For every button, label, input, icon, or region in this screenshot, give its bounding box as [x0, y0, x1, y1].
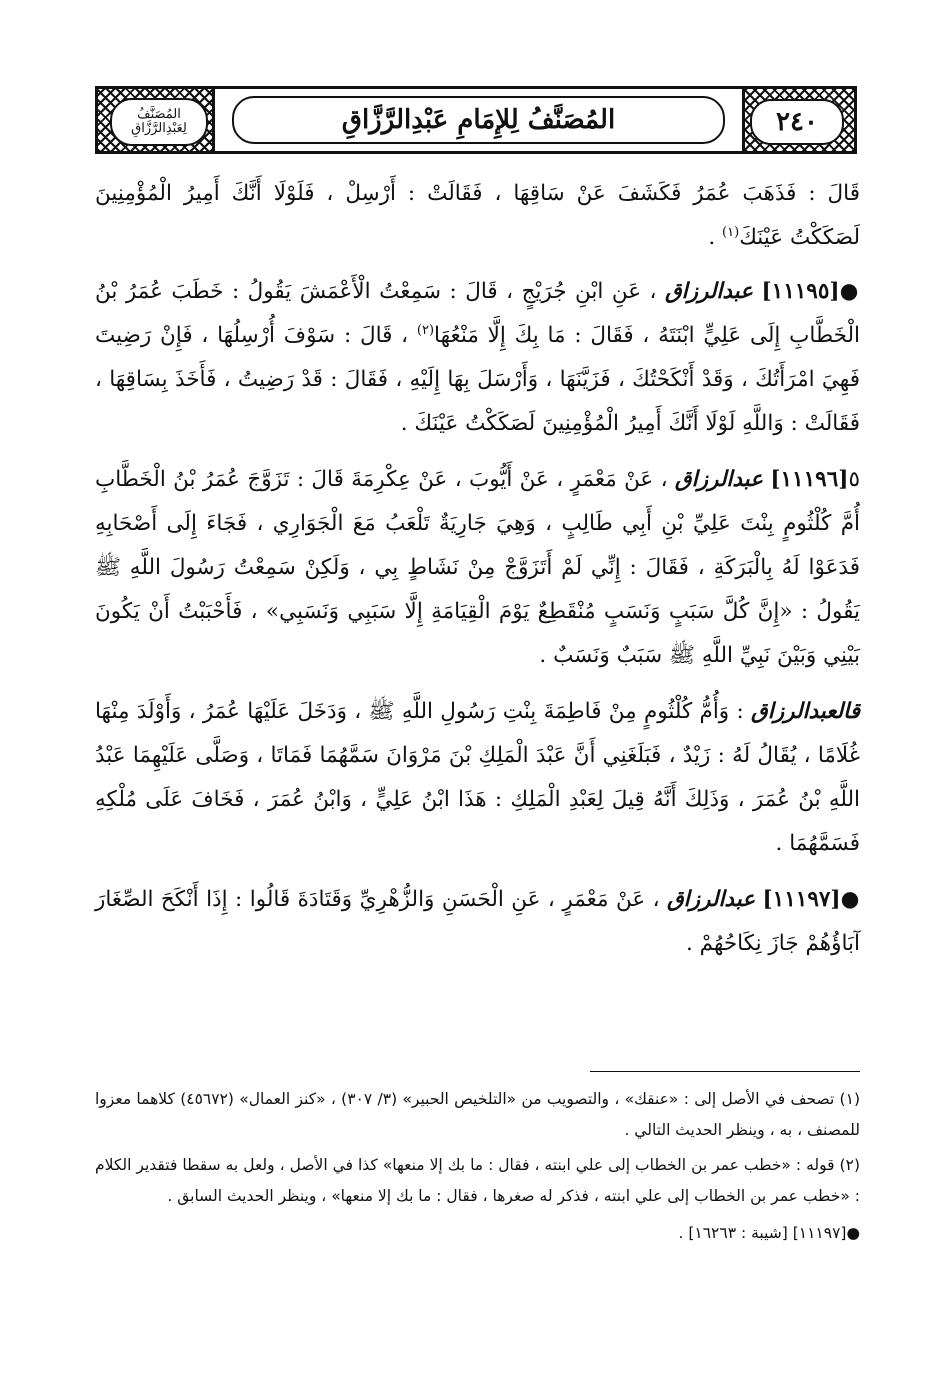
hadith-11197 [95, 878, 860, 966]
header-ornament-left [95, 86, 215, 154]
footnote-marker: (١) [722, 224, 740, 240]
page-number: ٢٤٠ [750, 99, 844, 145]
hadith-11195 [95, 270, 860, 446]
narrator-name: عبدالرزاق [664, 279, 753, 304]
header-ornament-right [742, 86, 857, 154]
book-title: المُصَنَّفُ لِلإِمَامِ عَبْدِالرَّزَّاقِ [232, 96, 725, 144]
bullet-marker: ● [840, 887, 860, 912]
footnote-2: (٢) قوله : «خطب عمر بن الخطاب إلى علي ابنته ، فقال : ما بك إلا منعها» كذا في الأصل ، ولعل به سقطا فتقدير الكلام : «خطب عمر بن الخطاب إلى علي ابنته ، فذكر له صغرها ، فقال : ما بك إلا منعها» ، وينظر الحديث السابق . [95, 1156, 860, 1205]
footnote-divider [590, 1071, 860, 1072]
hadith-number: [١١١٩٥] [761, 279, 840, 304]
hadith-text-end: ، قَالَ : سَوْفَ أُرْسِلُهَا ، فَإِنْ رَضِيتَ فَهِيَ امْرَأَتُكَ ، وَقَدْ أَنْكَحْتُكَ ، فَزَيَّنَهَا ، وَأَرْسَلَ بِهَا إِلَيْهِ ، فَقَالَ : قَدْ رَضِيتُ ، فَأَخَذَ بِسَاقِهَا ، فَقَالَتْ : وَاللَّهِ لَوْلَا أَنَّكَ أَمِيرُ الْمُؤْمِنِينَ لَصَكَكْتُ عَيْنَكَ . [95, 323, 860, 436]
hadith-text: ، عَنْ مَعْمَرٍ ، عَنِ الْحَسَنِ وَالزُّهْرِيِّ وَقَتَادَةَ قَالُوا : إِذَا أَنْكَحَ الصِّغَارَ آبَاؤُهُمْ جَازَ نِكَاحُهُمْ . [95, 887, 860, 956]
bullet-marker: ٥ [848, 467, 860, 492]
title-band [213, 86, 744, 154]
hadith-text: ، عَنْ مَعْمَرٍ ، عَنْ أَيُّوبَ ، عَنْ عِكْرِمَةَ قَالَ : تَزَوَّجَ عُمَرُ بْنُ الْخَطَّابِ أُمَّ كُلْثُومٍ بِنْتَ عَلِيِّ بْنِ أَبِي طَالِبٍ ، وَهِيَ جَارِيَةٌ تَلْعَبُ مَعَ الْجَوَارِي ، فَجَاءَ إِلَى أَصْحَابِهِ فَدَعَوْا لَهُ بِالْبَرَكَةِ ، فَقَالَ : إِنِّي لَمْ أَتَزَوَّجْ مِنْ نَشَاطٍ بِي ، وَلَكِنْ سَمِعْتُ رَسُولَ اللَّهِ ﷺ يَقُولُ : «إِنَّ كُلَّ سَبَبٍ وَنَسَبٍ مُنْقَطِعٌ يَوْمَ الْقِيَامَةِ إِلَّا سَبَبِي وَنَسَبِي» ، فَأَحْبَبْتُ أَنْ يَكُونَ بَيْنِي وَبَيْنَ نَبِيِّ اللَّهِ ﷺ سَبَبٌ وَنَسَبٌ . [95, 467, 860, 668]
paragraph-text: قَالَ : فَذَهَبَ عُمَرُ فَكَشَفَ عَنْ سَاقِهَا ، فَقَالَتْ : أَرْسِلْ ، فَلَوْلَا أَنَّكَ أَمِيرُ الْمُؤْمِنِينَ لَصَكَكْتُ عَيْنَكَ [95, 181, 860, 250]
commentary-paragraph [95, 690, 860, 866]
hadith-text: ، عَنِ ابْنِ جُرَيْجٍ ، قَالَ : سَمِعْتُ الْأَعْمَشَ يَقُولُ : خَطَبَ عُمَرُ بْنُ الْخَطَّابِ إِلَى عَلِيٍّ ابْنَتَهُ ، فَقَالَ : مَا بِكَ إِلَّا مَنْعُهَا [95, 279, 860, 348]
footnote-1: (١) تصحف في الأصل إلى : «عنقك» ، والتصويب من «التلخيص الحبير» (٣/ ٣٠٧) ، «كنز العمال» (٤٥٦٧٢) كلاهما معزوا للمصنف ، به ، وينظر الحديث التالي . [95, 1090, 860, 1139]
hadith-number: [١١١٩٧] [762, 887, 841, 912]
narrator-name: عبدالرزاق [751, 699, 837, 724]
footnote-marker: (٢) [416, 322, 435, 338]
footnote-source: ●[١١١٩٧] [شيبة : ١٦٢٦٣] . [678, 1224, 860, 1242]
hadith-11196 [95, 458, 860, 678]
book-logo: المُصَنَّفُ لِعَبْدِالرَّزَّاقِ [110, 98, 208, 146]
hadith-number: [١١١٩٦] [770, 467, 849, 492]
commentary-text: : وَأُمُّ كُلْثُومٍ مِنْ فَاطِمَةَ بِنْتِ رَسُولِ اللَّهِ ﷺ ، وَدَخَلَ عَلَيْهَا عُمَرُ ، وَأَوْلَدَ مِنْهَا غُلَامًا ، يُقَالُ لَهُ : زَيْدٌ ، فَبَلَغَنِي أَنَّ عَبْدَ الْمَلِكِ بْنَ مَرْوَانَ سَمَّهُمَا فَمَاتَا ، وَصَلَّى عَلَيْهِمَا عَبْدُ اللَّهِ بْنُ عُمَرَ ، وَذَلِكَ أَنَّهُ قِيلَ لِعَبْدِ الْمَلِكِ : هَذَا ابْنُ عَلِيٍّ ، وَابْنُ عُمَرَ ، فَخَافَ عَلَى مُلْكِهِ فَسَمَّهُمَا . [95, 699, 860, 856]
main-text [95, 172, 860, 978]
commentary-lead: قال [836, 699, 861, 724]
narrator-name: عبدالرزاق [674, 467, 763, 492]
page-header [95, 86, 857, 154]
paragraph-continuation [95, 172, 860, 260]
narrator-name: عبدالرزاق [667, 887, 756, 912]
footnotes [95, 1084, 860, 1253]
paragraph-text-end: . [708, 225, 723, 250]
bullet-marker: ● [839, 279, 860, 304]
